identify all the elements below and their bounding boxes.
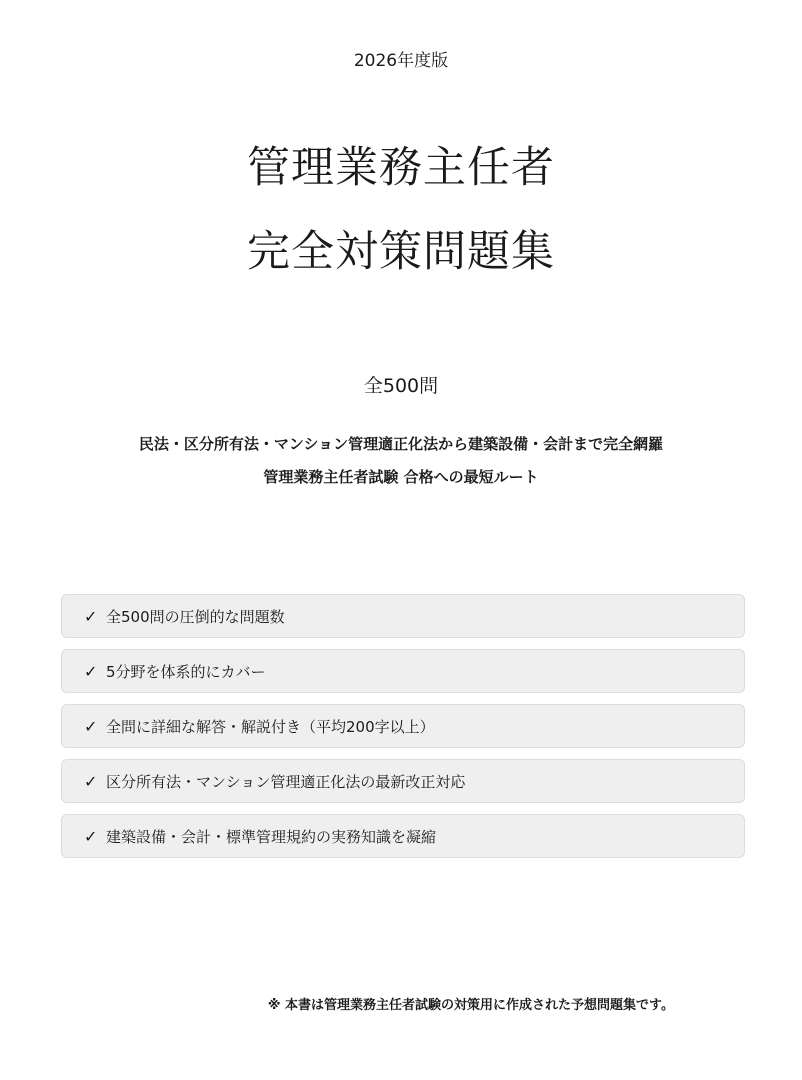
feature-item [61,594,745,638]
feature-text: 建築設備・会計・標準管理規約の実務知識を凝縮 [106,827,437,846]
title-line-2: 完全対策問題集 [247,227,555,277]
check-icon: ✓ [84,716,98,736]
subtitle-line-1: 民法・区分所有法・マンション管理適正化法から建築設備・会計まで完全網羅 [138,435,664,453]
edition-label: 2026年度版 [353,51,449,71]
subtitle-line-2: 管理業務主任者試験 合格への最短ルート [263,468,539,486]
check-icon: ✓ [84,771,98,791]
feature-text: 区分所有法・マンション管理適正化法の最新改正対応 [106,772,466,791]
title-line-1: 管理業務主任者 [247,143,555,193]
feature-text: 5分野を体系的にカバー [106,662,266,681]
feature-text: 全問に詳細な解答・解説付き（平均200字以上） [106,717,435,736]
feature-text: 全500問の圧倒的な問題数 [106,607,285,626]
question-count: 全500問 [363,375,439,397]
feature-list [61,594,745,869]
check-icon: ✓ [84,826,98,846]
check-icon: ✓ [84,661,98,681]
feature-item [61,759,745,803]
feature-item [61,704,745,748]
feature-item [61,814,745,858]
footer-note: ※ 本書は管理業務主任者試験の対策用に作成された予想問題集です。 [267,998,674,1013]
feature-item [61,649,745,693]
check-icon: ✓ [84,606,98,626]
